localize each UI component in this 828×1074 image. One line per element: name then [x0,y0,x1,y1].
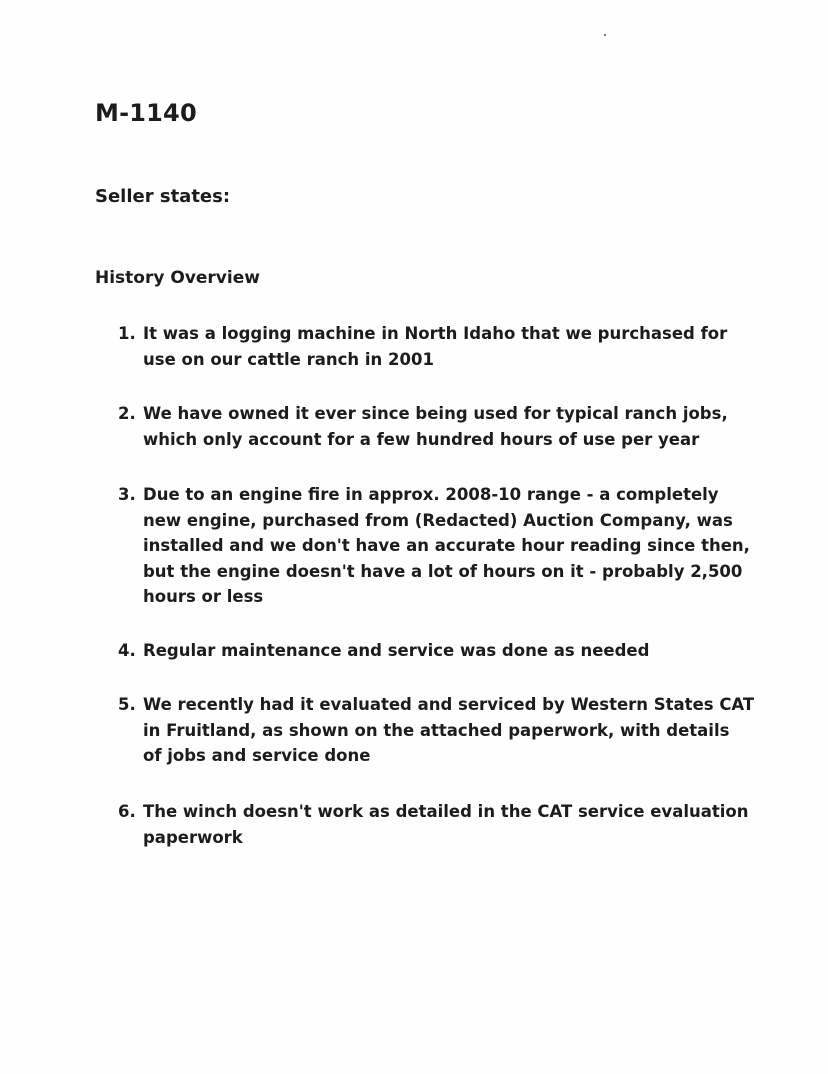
item-line: new engine, purchased from (Redacted) Auction Company, was [143,510,733,530]
item-number: 1. [118,324,136,343]
history-item [118,401,783,452]
item-line: paperwork [143,827,243,847]
item-line: hours or less [143,587,264,606]
history-item [118,321,783,372]
item-line: use on our cattle ranch in 2001 [143,349,434,369]
history-item [118,638,783,664]
item-number: 6. [118,802,136,821]
item-line: It was a logging machine in North Idaho that we purchased for [143,324,728,343]
item-line: installed and we don't have an accurate hour reading since then, [143,536,750,555]
item-line: The winch doesn't work as detailed in the CAT service evaluation [143,802,749,821]
item-line: Regular maintenance and service was done as needed [143,641,650,660]
item-line: Due to an engine fire in approx. 2008-10 range - a completely [143,485,719,504]
section-title: History Overview [95,268,260,288]
item-line: We have owned it ever since being used for typical ranch jobs, [143,404,728,423]
document-id: M-1140 [95,99,197,127]
history-item [118,799,783,850]
scan-speck [604,34,606,36]
item-number: 2. [118,404,136,423]
item-number: 5. [118,695,136,714]
item-line: but the engine doesn't have a lot of hours on it - probably 2,500 [143,561,743,581]
item-line: in Fruitland, as shown on the attached paperwork, with details [143,720,730,740]
item-number: 4. [118,641,136,660]
seller-heading: Seller states: [95,186,231,207]
item-line: We recently had it evaluated and serviced by Western States CAT [143,695,755,714]
item-line: which only account for a few hundred hours of use per year [143,429,700,449]
history-item [118,692,783,769]
history-item [118,482,783,610]
item-line: of jobs and service done [143,746,371,765]
item-number: 3. [118,485,136,504]
